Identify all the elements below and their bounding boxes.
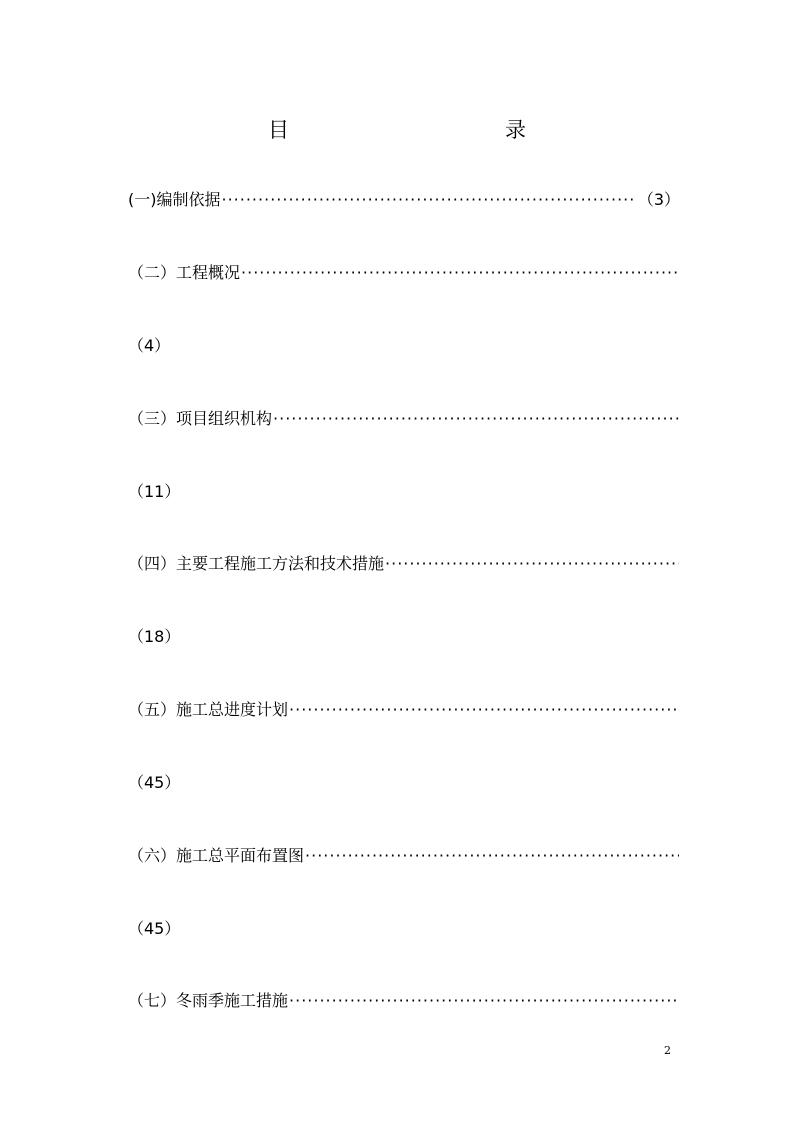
toc-entry-label: （二）工程概况 [128, 263, 241, 282]
dot-leader [241, 261, 679, 285]
toc-page-ref-line [128, 625, 680, 649]
toc-entry-label: （七）冬雨季施工措施 [128, 991, 289, 1010]
toc-entry-label: （五）施工总进度计划 [128, 700, 289, 719]
dot-leader [385, 552, 679, 576]
toc-entry-6[interactable] [128, 844, 680, 868]
toc-entry-label: （四）主要工程施工方法和技术措施 [128, 554, 385, 573]
toc-continued-page: （18） [128, 627, 181, 646]
toc-entry-1[interactable] [128, 188, 680, 212]
toc-entry-3[interactable] [128, 407, 680, 431]
toc-entry-label: (一)编制依据 [128, 190, 221, 209]
toc-page-ref-line [128, 771, 680, 795]
toc-entry-label: （六）施工总平面布置图 [128, 846, 305, 865]
toc-page-ref-line [128, 480, 680, 504]
toc-entry-page: （3） [637, 190, 680, 209]
dot-leader [222, 188, 637, 212]
toc-continued-page: （11） [128, 482, 181, 501]
toc-continued-page: （45） [128, 919, 181, 938]
dot-leader [289, 698, 679, 722]
toc-entry-7[interactable] [128, 989, 680, 1013]
toc-page-ref-line [128, 334, 680, 358]
toc-continued-page: （4） [128, 336, 171, 355]
toc-entry-4[interactable] [128, 552, 680, 576]
toc-continued-page: （45） [128, 773, 181, 792]
page-number: 2 [664, 1044, 671, 1057]
toc-entry-5[interactable] [128, 698, 680, 722]
dot-leader [273, 407, 679, 431]
toc-page-ref-line [128, 917, 680, 941]
dot-leader [289, 989, 679, 1013]
dot-leader [305, 844, 679, 868]
toc-entry-2[interactable] [128, 261, 680, 285]
toc-title: 目 录 [268, 118, 584, 142]
toc-entry-label: （三）项目组织机构 [128, 409, 273, 428]
